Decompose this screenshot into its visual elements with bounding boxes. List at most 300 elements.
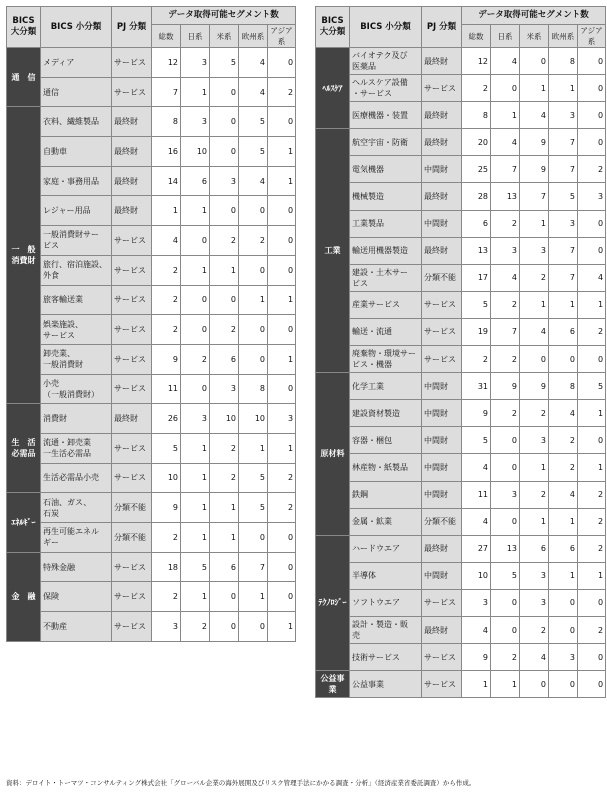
segment-count: 3 bbox=[578, 183, 606, 210]
segment-count: 1 bbox=[549, 75, 578, 102]
segment-count: 28 bbox=[462, 183, 491, 210]
table-row bbox=[7, 552, 296, 582]
table-row bbox=[316, 75, 606, 102]
segment-count: 4 bbox=[549, 481, 578, 508]
segment-count: 1 bbox=[268, 137, 296, 167]
minor-category: 技術サービス bbox=[350, 644, 422, 671]
pj-header: PJ 分類 bbox=[112, 7, 152, 48]
segment-count: 2 bbox=[491, 291, 520, 318]
pj-category: サービス bbox=[112, 48, 152, 78]
segment-count: 9 bbox=[520, 129, 549, 156]
pj-category: 最終財 bbox=[112, 196, 152, 226]
source-note: 資料：デロイト・トーマツ・コンサルティング株式会社「グローバル企業の海外展開及びリスク管理手法にかかる調査・分析」（経済産業省委託調査）から作成。 bbox=[6, 779, 476, 787]
segment-count: 0 bbox=[210, 285, 239, 315]
table-row bbox=[316, 508, 606, 535]
pj-category: サービス bbox=[112, 612, 152, 642]
segment-count: 3 bbox=[210, 166, 239, 196]
minor-category: 流通・卸売業 一生活必需品 bbox=[41, 433, 112, 463]
table-row bbox=[316, 264, 606, 291]
segment-count: 0 bbox=[210, 196, 239, 226]
segment-count: 0 bbox=[578, 129, 606, 156]
segment-count: 1 bbox=[210, 523, 239, 553]
segment-count: 2 bbox=[181, 344, 210, 374]
minor-category: 家庭・事務用品 bbox=[41, 166, 112, 196]
group-label: 原材料 bbox=[316, 373, 350, 536]
table-row bbox=[7, 523, 296, 553]
pj-category: 中間財 bbox=[422, 156, 462, 183]
segment-count: 0 bbox=[491, 427, 520, 454]
segment-count: 0 bbox=[239, 612, 268, 642]
segment-count: 0 bbox=[578, 589, 606, 616]
segment-count: 1 bbox=[239, 582, 268, 612]
segment-count: 9 bbox=[152, 344, 181, 374]
minor-category: 自動車 bbox=[41, 137, 112, 167]
segment-count: 3 bbox=[549, 644, 578, 671]
bics-major-header: BICS 大分類 bbox=[7, 7, 41, 48]
bics-minor-header: BICS 小分類 bbox=[41, 7, 112, 48]
segment-count: 2 bbox=[520, 400, 549, 427]
table-row bbox=[7, 404, 296, 434]
minor-category: 旅行、宿泊施設、 外食 bbox=[41, 255, 112, 285]
pj-category: サービス bbox=[112, 77, 152, 107]
segment-count: 2 bbox=[549, 454, 578, 481]
segment-count: 2 bbox=[491, 644, 520, 671]
segment-count: 3 bbox=[152, 612, 181, 642]
table-row bbox=[7, 137, 296, 167]
segment-count: 5 bbox=[578, 373, 606, 400]
minor-category: 工業製品 bbox=[350, 210, 422, 237]
minor-category: バイオテク及び 医薬品 bbox=[350, 48, 422, 75]
segment-count: 1 bbox=[549, 562, 578, 589]
table-row bbox=[7, 582, 296, 612]
table-row bbox=[316, 427, 606, 454]
pj-category: 中間財 bbox=[422, 210, 462, 237]
pj-category: サービス bbox=[112, 344, 152, 374]
segment-count: 1 bbox=[549, 291, 578, 318]
table-row bbox=[316, 346, 606, 373]
segment-count: 1 bbox=[268, 433, 296, 463]
segment-count: 0 bbox=[268, 523, 296, 553]
minor-category: 設計・製造・販 売 bbox=[350, 616, 422, 643]
minor-category: 産業サービス bbox=[350, 291, 422, 318]
pj-category: 分類不能 bbox=[422, 508, 462, 535]
minor-category: 航空宇宙・防衛 bbox=[350, 129, 422, 156]
segment-count: 1 bbox=[578, 454, 606, 481]
segment-count: 1 bbox=[210, 255, 239, 285]
pj-category: 中間財 bbox=[422, 481, 462, 508]
segment-count: 7 bbox=[520, 183, 549, 210]
segment-count: 4 bbox=[239, 48, 268, 78]
pj-category: 分類不能 bbox=[422, 264, 462, 291]
segment-count: 6 bbox=[520, 535, 549, 562]
minor-category: 輸送・流通 bbox=[350, 318, 422, 345]
segment-count: 0 bbox=[268, 315, 296, 345]
segment-count: 10 bbox=[210, 404, 239, 434]
minor-category: 再生可能エネル ギー bbox=[41, 523, 112, 553]
group-label: 一 般 消費財 bbox=[7, 107, 41, 404]
minor-category: 林産物・紙製品 bbox=[350, 454, 422, 481]
segment-count: 1 bbox=[268, 166, 296, 196]
table-row bbox=[316, 562, 606, 589]
pj-category: サービス bbox=[112, 374, 152, 404]
segment-count: 27 bbox=[462, 535, 491, 562]
segment-count: 14 bbox=[152, 166, 181, 196]
pj-category: 最終財 bbox=[112, 107, 152, 137]
minor-category: 衣料、繊維製品 bbox=[41, 107, 112, 137]
pj-category: サービス bbox=[112, 226, 152, 256]
pj-category: 最終財 bbox=[112, 404, 152, 434]
segment-count: 11 bbox=[462, 481, 491, 508]
segment-count: 7 bbox=[549, 129, 578, 156]
segment-count: 2 bbox=[578, 318, 606, 345]
pj-category: 中間財 bbox=[422, 562, 462, 589]
pj-category: サービス bbox=[422, 589, 462, 616]
left-table bbox=[6, 6, 296, 642]
segment-count: 8 bbox=[549, 373, 578, 400]
segment-count: 2 bbox=[520, 264, 549, 291]
segment-count: 2 bbox=[462, 75, 491, 102]
pj-category: サービス bbox=[422, 291, 462, 318]
group-label: 生 活 必需品 bbox=[7, 404, 41, 493]
segment-col-header: 総数 bbox=[462, 25, 491, 48]
segment-count: 4 bbox=[520, 102, 549, 129]
pj-category: 中間財 bbox=[422, 400, 462, 427]
segment-col-header: 欧州系 bbox=[239, 25, 268, 48]
segment-count: 1 bbox=[520, 210, 549, 237]
segment-count: 1 bbox=[181, 433, 210, 463]
minor-category: ハードウエア bbox=[350, 535, 422, 562]
table-row bbox=[7, 612, 296, 642]
segment-count: 1 bbox=[181, 255, 210, 285]
segment-count: 3 bbox=[210, 374, 239, 404]
segment-count: 9 bbox=[520, 373, 549, 400]
minor-category: 鉄鋼 bbox=[350, 481, 422, 508]
minor-category: 通信 bbox=[41, 77, 112, 107]
pj-category: 最終財 bbox=[422, 183, 462, 210]
table-row bbox=[316, 644, 606, 671]
pj-category: 最終財 bbox=[112, 166, 152, 196]
segment-count: 0 bbox=[549, 616, 578, 643]
segment-count: 0 bbox=[578, 210, 606, 237]
segment-count: 5 bbox=[210, 48, 239, 78]
segment-count: 2 bbox=[239, 226, 268, 256]
pj-category: 中間財 bbox=[422, 454, 462, 481]
pj-category: サービス bbox=[112, 285, 152, 315]
pj-category: サービス bbox=[112, 552, 152, 582]
segment-count: 0 bbox=[520, 48, 549, 75]
table-row bbox=[7, 433, 296, 463]
segment-count: 2 bbox=[210, 463, 239, 493]
segment-count: 1 bbox=[520, 75, 549, 102]
segment-count: 0 bbox=[549, 671, 578, 698]
segment-count: 0 bbox=[181, 374, 210, 404]
segment-count: 4 bbox=[239, 77, 268, 107]
segment-count: 9 bbox=[491, 373, 520, 400]
segment-count: 1 bbox=[462, 671, 491, 698]
table-row bbox=[7, 493, 296, 523]
segment-count: 4 bbox=[462, 508, 491, 535]
segment-count: 1 bbox=[152, 196, 181, 226]
minor-category: 医療機器・装置 bbox=[350, 102, 422, 129]
minor-category: 輸送用機器製造 bbox=[350, 237, 422, 264]
right-table bbox=[315, 6, 606, 698]
segment-count: 2 bbox=[152, 582, 181, 612]
minor-category: 一般消費財サー ビス bbox=[41, 226, 112, 256]
segment-count: 2 bbox=[578, 508, 606, 535]
segment-count: 3 bbox=[268, 404, 296, 434]
pj-category: サービス bbox=[422, 671, 462, 698]
segment-count: 1 bbox=[268, 285, 296, 315]
segment-col-header: 米系 bbox=[520, 25, 549, 48]
segment-count: 3 bbox=[520, 237, 549, 264]
minor-category: 旅客輸送業 bbox=[41, 285, 112, 315]
segment-count: 3 bbox=[491, 237, 520, 264]
table-row bbox=[7, 77, 296, 107]
segment-count: 0 bbox=[239, 196, 268, 226]
segment-count: 5 bbox=[181, 552, 210, 582]
segment-count: 3 bbox=[181, 107, 210, 137]
segment-count: 3 bbox=[491, 481, 520, 508]
segment-count: 1 bbox=[520, 291, 549, 318]
pj-category: サービス bbox=[422, 346, 462, 373]
segment-count: 5 bbox=[462, 427, 491, 454]
table-row bbox=[316, 671, 606, 698]
segment-count: 2 bbox=[491, 346, 520, 373]
segment-count: 5 bbox=[152, 433, 181, 463]
table-row bbox=[316, 589, 606, 616]
table-row bbox=[7, 166, 296, 196]
table-row bbox=[316, 318, 606, 345]
table-row bbox=[7, 226, 296, 256]
segment-count: 4 bbox=[578, 264, 606, 291]
segment-count: 1 bbox=[181, 523, 210, 553]
table-row bbox=[7, 255, 296, 285]
segment-count: 0 bbox=[578, 427, 606, 454]
segment-count: 0 bbox=[520, 346, 549, 373]
bics-major-header: BICS 大分類 bbox=[316, 7, 350, 48]
pj-category: サービス bbox=[112, 315, 152, 345]
table-row bbox=[7, 48, 296, 78]
pj-category: 分類不能 bbox=[112, 523, 152, 553]
segment-count: 1 bbox=[181, 77, 210, 107]
segment-count: 0 bbox=[268, 196, 296, 226]
segment-count: 2 bbox=[152, 523, 181, 553]
segment-count: 7 bbox=[549, 237, 578, 264]
segment-count: 1 bbox=[268, 612, 296, 642]
segment-count: 5 bbox=[549, 183, 578, 210]
segment-count: 0 bbox=[239, 255, 268, 285]
segment-count: 7 bbox=[549, 156, 578, 183]
segment-count: 10 bbox=[462, 562, 491, 589]
segment-count: 0 bbox=[578, 48, 606, 75]
segment-count: 2 bbox=[578, 616, 606, 643]
segment-count: 1 bbox=[181, 196, 210, 226]
pj-category: サービス bbox=[112, 582, 152, 612]
segment-count: 1 bbox=[210, 493, 239, 523]
pj-category: 中間財 bbox=[422, 427, 462, 454]
segment-count: 1 bbox=[239, 433, 268, 463]
segment-count: 4 bbox=[239, 166, 268, 196]
minor-category: 公益事業 bbox=[350, 671, 422, 698]
segment-count: 2 bbox=[268, 493, 296, 523]
segment-count: 2 bbox=[491, 400, 520, 427]
pj-category: サービス bbox=[422, 644, 462, 671]
segment-count: 2 bbox=[268, 77, 296, 107]
segment-count: 2 bbox=[152, 255, 181, 285]
segment-count: 18 bbox=[152, 552, 181, 582]
group-label: 公益事業 bbox=[316, 671, 350, 698]
table-row bbox=[316, 102, 606, 129]
table-row bbox=[316, 373, 606, 400]
segment-count: 1 bbox=[520, 508, 549, 535]
segment-count: 3 bbox=[520, 427, 549, 454]
segment-count: 0 bbox=[520, 671, 549, 698]
segment-count: 0 bbox=[268, 107, 296, 137]
segment-count: 3 bbox=[181, 48, 210, 78]
segment-count: 0 bbox=[578, 644, 606, 671]
segment-count: 0 bbox=[239, 344, 268, 374]
segment-count: 8 bbox=[152, 107, 181, 137]
segment-count: 5 bbox=[239, 463, 268, 493]
segment-count: 19 bbox=[462, 318, 491, 345]
segment-col-header: 米系 bbox=[210, 25, 239, 48]
segment-count: 0 bbox=[268, 552, 296, 582]
segment-count: 3 bbox=[520, 562, 549, 589]
group-label: 通 信 bbox=[7, 48, 41, 107]
segment-count: 31 bbox=[462, 373, 491, 400]
segment-count: 0 bbox=[268, 374, 296, 404]
segment-count: 4 bbox=[491, 129, 520, 156]
segment-count: 1 bbox=[181, 493, 210, 523]
segment-count: 2 bbox=[268, 463, 296, 493]
segment-count: 0 bbox=[491, 454, 520, 481]
segment-count: 10 bbox=[181, 137, 210, 167]
segment-count: 3 bbox=[520, 589, 549, 616]
segment-count: 2 bbox=[181, 612, 210, 642]
bics-minor-header: BICS 小分類 bbox=[350, 7, 422, 48]
minor-category: 不動産 bbox=[41, 612, 112, 642]
segment-count: 6 bbox=[210, 344, 239, 374]
segment-count: 7 bbox=[549, 264, 578, 291]
group-label: 金 融 bbox=[7, 552, 41, 641]
minor-category: ヘルスケア設備 ・サービス bbox=[350, 75, 422, 102]
segment-col-header: 日系 bbox=[181, 25, 210, 48]
segment-count: 0 bbox=[578, 75, 606, 102]
table-row bbox=[316, 183, 606, 210]
segment-count: 1 bbox=[268, 344, 296, 374]
segment-count: 26 bbox=[152, 404, 181, 434]
pj-category: サービス bbox=[112, 433, 152, 463]
segment-col-header: 欧州系 bbox=[549, 25, 578, 48]
segment-count: 0 bbox=[239, 523, 268, 553]
pj-category: 中間財 bbox=[422, 373, 462, 400]
table-row bbox=[7, 196, 296, 226]
segment-count: 3 bbox=[549, 102, 578, 129]
segment-count: 0 bbox=[268, 255, 296, 285]
table-row bbox=[7, 463, 296, 493]
segment-count: 5 bbox=[462, 291, 491, 318]
segment-count: 4 bbox=[549, 400, 578, 427]
minor-category: 保険 bbox=[41, 582, 112, 612]
segment-count: 0 bbox=[210, 137, 239, 167]
pj-category: 分類不能 bbox=[112, 493, 152, 523]
segment-count: 8 bbox=[462, 102, 491, 129]
segment-count: 0 bbox=[578, 346, 606, 373]
segment-count: 9 bbox=[462, 400, 491, 427]
segment-count: 4 bbox=[462, 454, 491, 481]
pj-category: 最終財 bbox=[422, 237, 462, 264]
segment-count: 13 bbox=[491, 183, 520, 210]
segment-count: 3 bbox=[462, 589, 491, 616]
segment-count: 1 bbox=[181, 463, 210, 493]
segment-count: 1 bbox=[181, 582, 210, 612]
table-row bbox=[7, 344, 296, 374]
segment-count: 0 bbox=[491, 508, 520, 535]
minor-category: 半導体 bbox=[350, 562, 422, 589]
segment-count: 16 bbox=[152, 137, 181, 167]
pj-category: 最終財 bbox=[422, 535, 462, 562]
segment-count: 6 bbox=[549, 318, 578, 345]
segment-count: 7 bbox=[491, 318, 520, 345]
segment-count: 1 bbox=[491, 671, 520, 698]
segment-count: 6 bbox=[462, 210, 491, 237]
segment-count: 7 bbox=[491, 156, 520, 183]
table-row bbox=[316, 156, 606, 183]
segment-count: 2 bbox=[520, 616, 549, 643]
segment-count: 8 bbox=[549, 48, 578, 75]
header-row bbox=[316, 7, 606, 25]
minor-category: 特殊金融 bbox=[41, 552, 112, 582]
minor-category: ソフトウエア bbox=[350, 589, 422, 616]
table-row bbox=[316, 210, 606, 237]
segment-count: 2 bbox=[210, 226, 239, 256]
segment-count: 3 bbox=[181, 404, 210, 434]
minor-category: 化学工業 bbox=[350, 373, 422, 400]
table-row bbox=[7, 315, 296, 345]
pj-category: サービス bbox=[112, 255, 152, 285]
segment-count: 12 bbox=[462, 48, 491, 75]
minor-category: レジャー用品 bbox=[41, 196, 112, 226]
segment-count: 0 bbox=[181, 285, 210, 315]
segment-count: 0 bbox=[578, 671, 606, 698]
segment-count: 9 bbox=[152, 493, 181, 523]
segment-count: 7 bbox=[152, 77, 181, 107]
table-row bbox=[316, 291, 606, 318]
table-row bbox=[316, 454, 606, 481]
pj-category: 最終財 bbox=[422, 129, 462, 156]
segment-count: 1 bbox=[491, 102, 520, 129]
minor-category: 建設資材製造 bbox=[350, 400, 422, 427]
segment-count: 0 bbox=[268, 582, 296, 612]
segment-col-header: 総数 bbox=[152, 25, 181, 48]
minor-category: 機械製造 bbox=[350, 183, 422, 210]
pj-category: サービス bbox=[112, 463, 152, 493]
minor-category: 電気機器 bbox=[350, 156, 422, 183]
minor-category: 小売 （一般消費財） bbox=[41, 374, 112, 404]
table-row bbox=[316, 535, 606, 562]
table-row bbox=[7, 107, 296, 137]
segment-count: 1 bbox=[239, 285, 268, 315]
segment-count: 0 bbox=[268, 48, 296, 78]
minor-category: 消費財 bbox=[41, 404, 112, 434]
segment-col-header: アジア系 bbox=[578, 25, 606, 48]
segment-count: 12 bbox=[152, 48, 181, 78]
segment-count: 7 bbox=[239, 552, 268, 582]
pj-category: 最終財 bbox=[112, 137, 152, 167]
pj-category: サービス bbox=[422, 318, 462, 345]
pj-category: サービス bbox=[422, 75, 462, 102]
segment-count: 2 bbox=[462, 346, 491, 373]
